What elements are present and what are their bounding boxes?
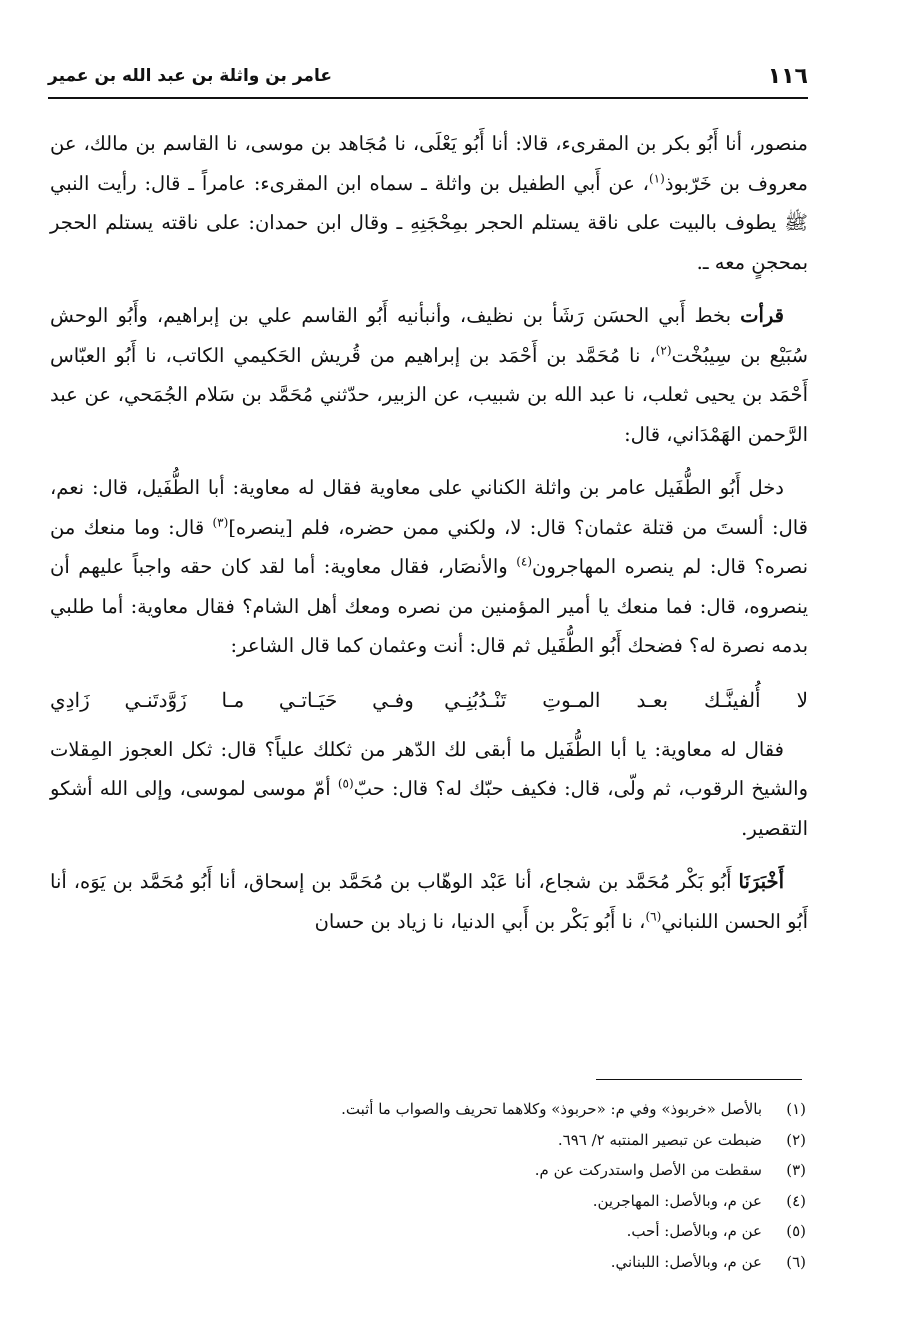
paragraph-text: ، نا مُحَمَّد بن أَحْمَد بن إبراهيم من قُريش الحَكيمي الكاتب، نا أَبُو العبّاس أَحْمَد بن يحيى ثعلب، نا عبد الله بن شبيب، عن الزبير، حدّثني مُحَمَّد بن سَلام الجُمَحي، عن عبد الرَّحمن الهَمْدَاني، قال: bbox=[50, 343, 808, 446]
footnote-text: عن م، وبالأصل: المهاجرين. bbox=[592, 1191, 762, 1210]
footnote-item bbox=[186, 1094, 806, 1125]
footnote-text: ضبطت عن تبصير المنتبه ٢/ ٦٩٦. bbox=[557, 1130, 762, 1149]
paragraph-text: ، نا أَبُو بَكْر بن أَبي الدنيا، نا زياد بن حسان bbox=[314, 909, 646, 933]
footnote-text: سقطت من الأصل واستدركت عن م. bbox=[534, 1161, 762, 1179]
paragraph-lead: أَخْبَرَنَا bbox=[738, 870, 784, 893]
footnote-number: (٢) bbox=[786, 1130, 806, 1149]
paragraph-2 bbox=[50, 296, 808, 454]
paragraph-text: منصور، أنا أَبُو بكر بن المقرىء، قالا: أنا أَبُو يَعْلَى، نا مُجَاهد بن موسى، نا القاسم بن مالك، عن معروف بن خَرّبوذ bbox=[50, 132, 808, 195]
footnote-number: (٤) bbox=[786, 1191, 806, 1210]
running-title: عامر بن واثلة بن عبد الله بن عمير bbox=[48, 66, 332, 86]
paragraph-text: والأنصَار، فقال معاوية: أما لقد كان حقه واجباً عليهم أن ينصروه، قال: فما منعك يا أمير المؤمنين من نصره ومعك أهل الشام؟ فقال معاوية: أما طلبي بدمه نصرة له؟ فضحك أَبُو الطُّفَيل ثم قال: أنت وعثمان كما قال الشاعر: bbox=[50, 555, 808, 657]
footnote-separator bbox=[596, 1079, 802, 1080]
footnote-text: بالأصل «خربوذ» وفي م: «حربوذ» وكلاهما تحريف والصواب ما أثبت. bbox=[341, 1100, 762, 1118]
footnote-text: عن م، وبالأصل: اللبناني. bbox=[610, 1252, 762, 1271]
paragraph-5 bbox=[50, 862, 808, 941]
paragraph-text: قال: وما منعك من نصره؟ قال: لم ينصره المهاجرون bbox=[50, 515, 809, 578]
paragraph-text: بخط أَبي الحسَن رَشَأ بن نظيف، وأنبأنيه أَبُو القاسم علي بن إبراهيم، وأَبُو الوحش سُبَيْع بن سِيبُخْت bbox=[50, 304, 809, 367]
poetry-verse bbox=[50, 680, 808, 720]
page-number: ١١٦ bbox=[767, 64, 808, 89]
footnote-item bbox=[186, 1125, 806, 1156]
verse-second-hemistich: وفـي حَيَـاتـي مـا زَوَّدتَنـي زَادِي bbox=[50, 687, 414, 712]
footnotes bbox=[186, 1094, 806, 1277]
footnote-number: (١) bbox=[786, 1100, 806, 1118]
footnote-ref: (٣) bbox=[212, 515, 229, 529]
footnote-number: (٣) bbox=[786, 1161, 806, 1179]
footnote-ref: (٢) bbox=[655, 343, 672, 357]
footnote-ref: (٤) bbox=[516, 554, 533, 569]
footnote-ref: (١) bbox=[648, 171, 665, 185]
main-text bbox=[50, 124, 808, 955]
paragraph-4 bbox=[50, 730, 808, 849]
footnote-item bbox=[186, 1155, 806, 1186]
footnote-item bbox=[186, 1247, 806, 1278]
footnote-item bbox=[186, 1216, 806, 1247]
page-header bbox=[48, 58, 808, 98]
header-rule bbox=[48, 97, 808, 99]
verse-first-hemistich: لا أُلفينَّـك بعـد المـوتِ تَنْـدُبُنِـي bbox=[444, 687, 808, 712]
paragraph-text: أَبُو بَكْر مُحَمَّد بن شجاع، أنا عَبْد الوهّاب بن مُحَمَّد بن إسحاق، أنا أَبُو مُحَمَّد بن يَوَه، أنا أَبُو الحسن اللنباني bbox=[50, 870, 808, 933]
footnote-ref: (٥) bbox=[337, 776, 354, 791]
paragraph-text: فقال له معاوية: يا أبا الطُّفَيل ما أبقى لك الدّهر من ثكلك علياً؟ قال: ثكل العجوز المِقلات والشيخ الرقوب، ثم ولّى، قال: فكيف حبّك له؟ قال: حبّ bbox=[50, 737, 808, 800]
paragraph-lead: قرأت bbox=[740, 304, 784, 327]
paragraph-3 bbox=[50, 468, 808, 666]
paragraph-1 bbox=[50, 124, 808, 282]
footnote-ref: (٦) bbox=[645, 909, 662, 923]
paragraph-text: أمّ موسى لموسى، وإلى الله أشكو التقصير. bbox=[50, 777, 808, 840]
footnote-number: (٥) bbox=[786, 1222, 806, 1240]
footnote-number: (٦) bbox=[786, 1252, 806, 1271]
paragraph-text: دخل أَبُو الطُّفَيل عامر بن واثلة الكناني على معاوية فقال له معاوية: أبا الطُّفَيل، قال: نعم، قال: ألستَ من قتلة عثمان؟ قال: لا، ولكني ممن حضره، فلم [ينصره] bbox=[50, 476, 808, 539]
footnote-item bbox=[186, 1186, 806, 1217]
paragraph-text: ، عن أَبي الطفيل بن واثلة ـ سماه ابن المقرىء: عامراً ـ قال: رأيت النبي ﷺ يطوف بالبيت على ناقة يستلم الحجر بمِحْجَنِهِ ـ وقال ابن حمدان: على ناقته يستلم الحجر بمحجنٍ معه ـ. bbox=[50, 171, 808, 274]
footnote-text: عن م، وبالأصل: أحب. bbox=[626, 1222, 762, 1240]
